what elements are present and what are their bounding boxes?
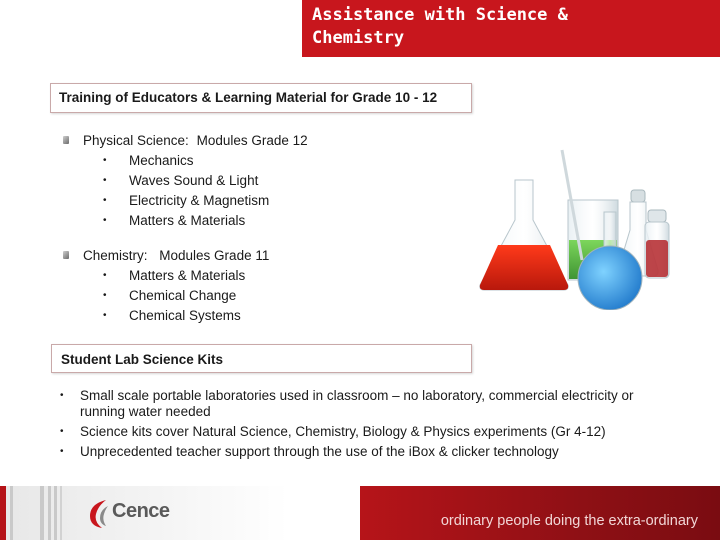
- cence-logo-text: Cence: [112, 500, 170, 522]
- chemistry-label: Chemistry:: [83, 248, 148, 263]
- list-item: • Matters & Materials: [103, 268, 246, 283]
- chemistry-detail: Modules Grade 11: [159, 248, 270, 263]
- footer-tagline: ordinary people doing the extra-ordinary: [440, 513, 698, 529]
- section-kits-title: Student Lab Science Kits: [61, 352, 224, 367]
- section-training-title: Training of Educators & Learning Material for Grade 10 - 12: [59, 90, 438, 105]
- physical-science-list: [55, 151, 475, 231]
- list-item: • Science kits cover Natural Science, Chemistry, Biology & Physics experiments (Gr 4-12): [60, 424, 606, 439]
- chemistry-group: [55, 246, 475, 326]
- cence-logo-icon: [86, 496, 112, 532]
- kits-list-container: [56, 388, 666, 464]
- chemistry-list: [55, 266, 475, 326]
- section-training-box: [50, 83, 472, 113]
- list-item: • Chemical Systems: [103, 308, 241, 323]
- slide-title: Assistance with Science & Chemistry: [312, 5, 568, 48]
- bullet-square-icon: [63, 251, 69, 259]
- list-item: • Waves Sound & Light: [103, 173, 259, 188]
- chemistry-heading: [55, 246, 475, 266]
- list-item: • Chemical Change: [103, 288, 237, 303]
- list-item: • Unprecedented teacher support through the use of the iBox & clicker technology: [60, 444, 559, 459]
- list-item: • Electricity & Magnetism: [103, 193, 270, 208]
- physical-science-label: Physical Science:: [83, 133, 189, 148]
- physical-science-group: [55, 131, 475, 231]
- list-item: • Mechanics: [103, 153, 194, 168]
- physical-science-heading: [55, 131, 475, 151]
- physical-science-detail: Modules Grade 12: [196, 133, 308, 148]
- footer-band: [0, 486, 720, 540]
- cence-logo: [86, 494, 176, 534]
- lab-glassware-image: [470, 140, 710, 310]
- title-banner: [302, 0, 720, 57]
- list-item: • Matters & Materials: [103, 213, 246, 228]
- kits-list: [56, 388, 666, 460]
- list-item: • Small scale portable laboratories used in classroom – no laboratory, commercial electricity or running water needed: [60, 388, 634, 419]
- section-kits-box: [51, 344, 472, 373]
- bullet-square-icon: [63, 136, 69, 144]
- footer-stripes-decoration: [0, 486, 360, 540]
